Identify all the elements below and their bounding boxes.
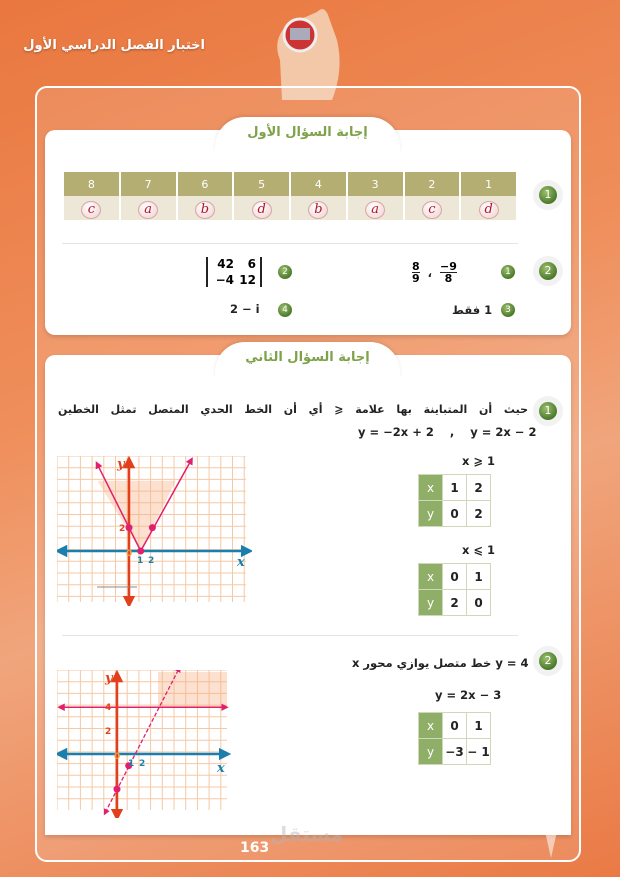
table-cell: y bbox=[419, 501, 443, 527]
data-point bbox=[149, 524, 156, 531]
answer-choice: d bbox=[479, 201, 499, 219]
table-cell: y bbox=[419, 739, 443, 765]
question-number: 1 bbox=[461, 172, 516, 196]
question-number: 8 bbox=[64, 172, 119, 196]
data-point bbox=[137, 548, 144, 555]
table-cell: 1 bbox=[443, 475, 467, 501]
q2-part2-number: 2 bbox=[278, 265, 292, 279]
table-cell: 2 bbox=[467, 501, 491, 527]
graph1 bbox=[57, 456, 252, 606]
table-cell: 0 bbox=[443, 501, 467, 527]
q2-number: 2 bbox=[539, 262, 557, 280]
table-cell: x bbox=[419, 564, 443, 590]
table-cell: 2 bbox=[467, 475, 491, 501]
tick-label: 2 bbox=[119, 524, 126, 534]
question-number: 6 bbox=[178, 172, 233, 196]
page-marker-icon bbox=[540, 800, 562, 860]
question-number: 4 bbox=[291, 172, 346, 196]
q2-part4-answer: 2 − i bbox=[230, 302, 260, 316]
q2-part3-number: 3 bbox=[501, 303, 515, 317]
stopwatch-hand-image bbox=[262, 0, 347, 100]
table-cell: 0 bbox=[467, 590, 491, 616]
table-cell: 0 bbox=[443, 713, 467, 739]
tick-label: 2 bbox=[148, 556, 155, 566]
tick-label: x bbox=[237, 555, 245, 570]
table-cell: −3 bbox=[443, 739, 467, 765]
tick-label: 0 bbox=[114, 752, 121, 762]
table-cell: 1 bbox=[467, 564, 491, 590]
data-point bbox=[114, 786, 121, 793]
chapter-title: اختبار الفصل الدراسي الأول bbox=[23, 38, 205, 53]
watermark: مستقل bbox=[270, 822, 344, 846]
table1-condition: x ⩾ 1 bbox=[462, 454, 496, 468]
tick-label: 1 bbox=[128, 759, 135, 769]
q2-part1-number: 1 bbox=[501, 265, 515, 279]
answer-choice: c bbox=[81, 201, 101, 219]
question-number: 2 bbox=[405, 172, 460, 196]
q2-part1-answer: $\frac{8}{9}$ ، $\frac{-9}{8}$ bbox=[412, 260, 457, 285]
shaded-region bbox=[97, 481, 175, 551]
q2-part3-answer: 1 فقط bbox=[452, 303, 493, 317]
tick-label: x bbox=[217, 761, 225, 776]
s2-q1-equations: y = −2x + 2 , y = 2x − 2 bbox=[358, 425, 537, 439]
table-cell: 1 bbox=[467, 713, 491, 739]
section1-title: إجابة السؤال الأول bbox=[215, 117, 400, 153]
answer-choice: b bbox=[195, 201, 215, 219]
table1 bbox=[418, 474, 491, 527]
answer-choice: b bbox=[308, 201, 328, 219]
tick-label: 0 bbox=[126, 549, 133, 559]
table-cell: − 1 bbox=[467, 739, 491, 765]
q2-part4-number: 4 bbox=[278, 303, 292, 317]
question-number: 5 bbox=[234, 172, 289, 196]
data-point bbox=[126, 524, 133, 531]
table-cell: y bbox=[419, 590, 443, 616]
tick-label: y bbox=[105, 671, 113, 686]
table2-condition: x ⩽ 1 bbox=[462, 543, 496, 557]
graph2 bbox=[57, 670, 232, 818]
page-number: 163 bbox=[240, 840, 270, 856]
s2-q1-text: حيث أن المتباينة بها علامة ⩽ أي أن الخط الحدي المتصل تمثل الخطين bbox=[58, 403, 528, 416]
question-number: 3 bbox=[348, 172, 403, 196]
question-number: 7 bbox=[121, 172, 176, 196]
s2-q2-number: 2 bbox=[539, 652, 557, 670]
table3 bbox=[418, 712, 491, 765]
tick-label: 1 bbox=[137, 556, 144, 566]
table-cell: 2 bbox=[443, 590, 467, 616]
s2-q1-number: 1 bbox=[539, 402, 557, 420]
table2 bbox=[418, 563, 491, 616]
tick-label: 2 bbox=[139, 759, 146, 769]
matrix-answer: 42 6 −4 12 bbox=[206, 257, 262, 287]
s2-q2-text: y = 4 خط متصل يوازي محور x bbox=[352, 656, 529, 670]
table-cell: 0 bbox=[443, 564, 467, 590]
q1-number: 1 bbox=[539, 186, 557, 204]
section2-title: إجابة السؤال الثاني bbox=[215, 342, 400, 378]
answer-choice: a bbox=[138, 201, 158, 219]
answer-choice: d bbox=[252, 201, 272, 219]
answer-table bbox=[62, 172, 518, 220]
table-cell: x bbox=[419, 713, 443, 739]
answer-choice: a bbox=[365, 201, 385, 219]
tick-label: 2 bbox=[105, 727, 112, 737]
answer-choice: c bbox=[422, 201, 442, 219]
tick-label: y bbox=[117, 457, 125, 472]
table-cell: x bbox=[419, 475, 443, 501]
tick-label: 4 bbox=[105, 703, 112, 713]
s2-q2-equation: y = 2x − 3 bbox=[435, 688, 502, 702]
